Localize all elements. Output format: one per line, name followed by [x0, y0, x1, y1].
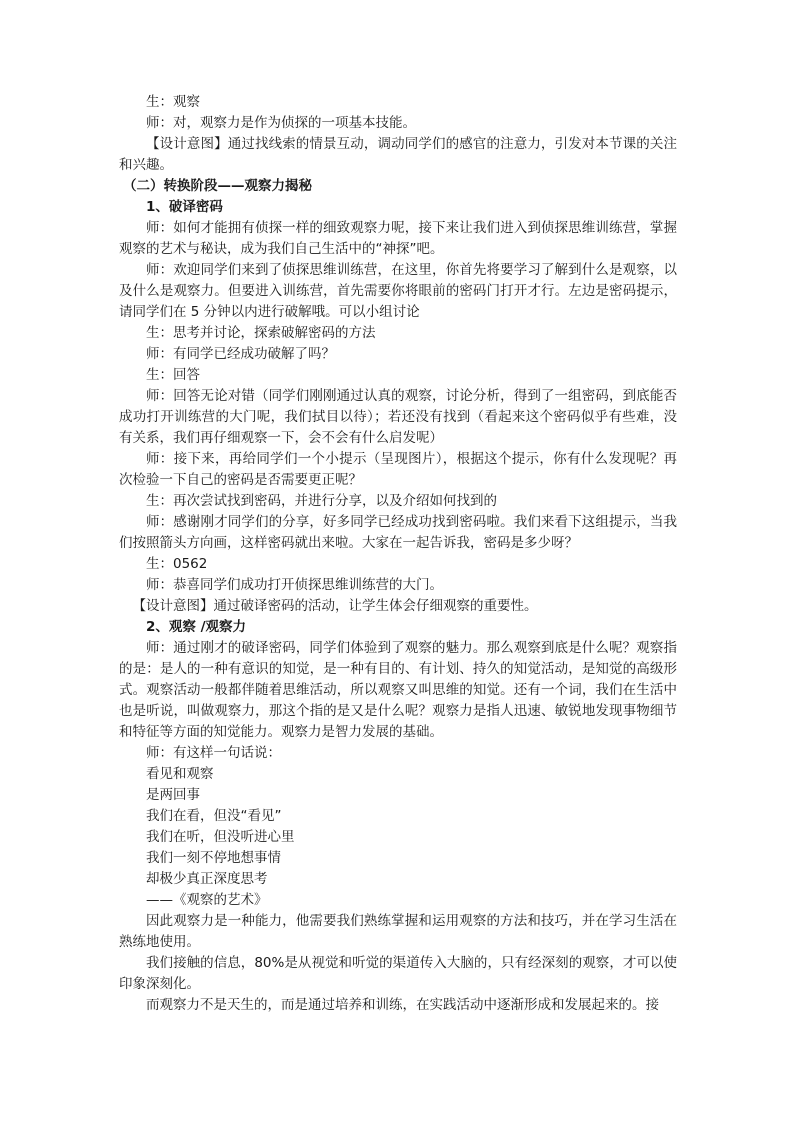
paragraph-observation-ability: 因此观察力是一种能力，他需要我们熟练掌握和运用观察的方法和技巧，并在学习生活在熟练地使用。 — [119, 913, 677, 950]
paragraph-observation-definition: 师：通过刚才的破译密码，同学们体验到了观察的魅力。那么观察到底是什么呢？观察指的是：是人的一种有意识的知觉，是一种有目的、有计划、持久的知觉活动，是知觉的高级形式。观察活动一般都伴随着思维活动，所以观察又叫思维的知觉。还有一个词，我们在生活中也是听说，叫做观察力，那这个指的是又是什么呢？观察力是指人迅速、敏锐地发现事物细节和特征等方面的知觉能力。观察力是智力发展的基础。 — [119, 640, 677, 740]
paragraph-teacher-intro: 师：如何才能拥有侦探一样的细致观察力呢，接下来让我们进入到侦探思维训练营，掌握观察的艺术与秘诀，成为我们自己生活中的“神探”吧。 — [119, 220, 677, 257]
paragraph-information-percentage: 我们接触的信息，80%是从视觉和听觉的渠道传入大脑的，只有经深刻的观察，才可以使印象深刻化。 — [119, 955, 677, 992]
paragraph-student-retry: 生：再次尝试找到密码，并进行分享，以及介绍如何找到的 — [146, 493, 497, 509]
section-heading-transform: （二）转换阶段——观察力揭秘 — [123, 178, 312, 194]
paragraph-student-discuss: 生：思考并讨论，探索破解密码的方法 — [146, 325, 376, 341]
paragraph-teacher-saying: 师：有这样一句话说： — [146, 745, 281, 761]
paragraph-teacher-confirm: 师：对，观察力是作为侦探的一项基本技能。 — [146, 115, 416, 131]
paragraph-design-intent-2: 【设计意图】通过破译密码的活动，让学生体会仔细观察的重要性。 — [132, 598, 538, 614]
paragraph-teacher-response: 师：回答无论对错（同学们刚刚通过认真的观察，讨论分析，得到了一组密码，到底能否成功打开训练营的大门呢，我们拭目以待）；若还没有找到（看起来这个密码似乎有些难，没有关系，我们再仔细观察一下，会不会有什么启发呢） — [119, 388, 677, 446]
paragraph-teacher-hint: 师：接下来，再给同学们一个小提示（呈现图片），根据这个提示，你有什么发现呢？再次检验一下自己的密码是否需要更正呢？ — [119, 451, 677, 488]
paragraph-teacher-welcome: 师：欢迎同学们来到了侦探思维训练营，在这里，你首先将要学习了解到什么是观察，以及什么是观察力。但要进入训练营，首先需要你将眼前的密码门打开才行。左边是密码提示，请同学们在 5 分钟以内进行破解哦。可以小组讨论 — [119, 262, 677, 320]
paragraph-student-answer: 生：回答 — [146, 367, 200, 383]
paragraph-student-code: 生：0562 — [146, 556, 208, 572]
paragraph-teacher-congrats: 师：恭喜同学们成功打开侦探思维训练营的大门。 — [146, 577, 443, 593]
paragraph-not-innate: 而观察力不是天生的，而是通过培养和训练，在实践活动中逐渐形成和发展起来的。接 — [146, 997, 659, 1013]
poem-line-2: 是两回事 — [146, 787, 200, 803]
poem-line-5: 我们一刻不停地想事情 — [146, 850, 281, 866]
poem-line-6: 却极少真正深度思考 — [146, 871, 268, 887]
subsection-heading-observation: 2、观察 /观察力 — [146, 619, 247, 635]
paragraph-teacher-thanks: 师：感谢刚才同学们的分享，好多同学已经成功找到密码啦。我们来看下这组提示，当我们按照箭头方向画，这样密码就出来啦。大家在一起告诉我，密码是多少呀？ — [119, 514, 677, 551]
paragraph-student-observe: 生：观察 — [146, 94, 200, 110]
paragraph-design-intent-1: 【设计意图】通过找线索的情景互动，调动同学们的感官的注意力，引发对本节课的关注和兴趣。 — [119, 136, 677, 173]
subsection-heading-decode: 1、破译密码 — [146, 199, 223, 215]
poem-line-3: 我们在看，但没“看见” — [146, 808, 282, 824]
poem-line-1: 看见和观察 — [146, 766, 214, 782]
poem-line-4: 我们在听，但没听进心里 — [146, 829, 295, 845]
paragraph-teacher-ask: 师：有同学已经成功破解了吗？ — [146, 346, 335, 362]
poem-source: ——《观察的艺术》 — [146, 892, 268, 908]
document-page — [119, 92, 677, 1016]
